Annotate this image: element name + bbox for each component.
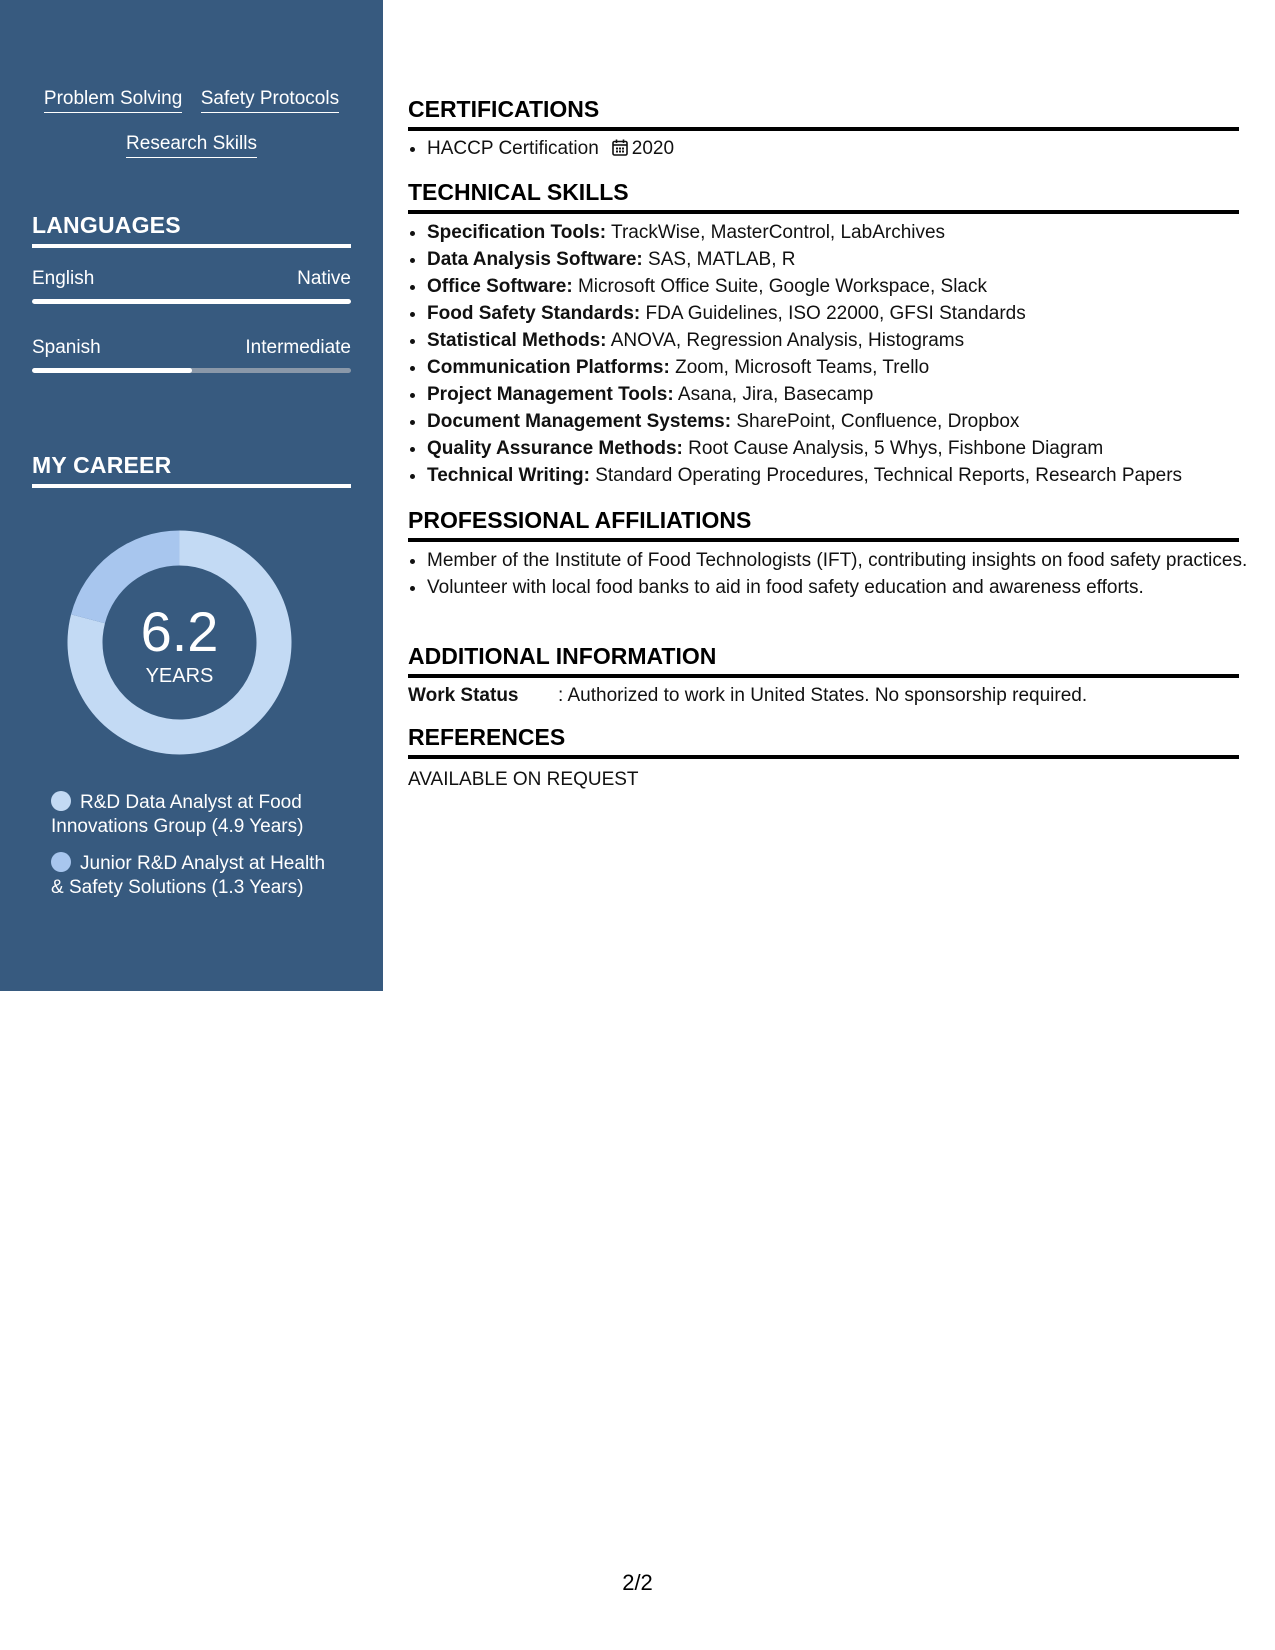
certification-name: HACCP Certification [427, 138, 599, 159]
page-number: 2/2 [622, 1570, 653, 1595]
skill-item [427, 354, 1258, 381]
references-heading: REFERENCES [408, 723, 1239, 759]
skill-item [427, 408, 1258, 435]
skill-item [427, 435, 1258, 462]
certifications-heading: CERTIFICATIONS [408, 95, 1239, 131]
certification-item [427, 135, 1258, 162]
skill-tag: Problem Solving [44, 88, 182, 113]
affiliation-item: • Volunteer with local food banks to aid in food safety education and awareness efforts. [427, 576, 1258, 600]
calendar-icon [612, 139, 628, 156]
additional-info-heading: ADDITIONAL INFORMATION [408, 642, 1239, 678]
skill-item [427, 219, 1258, 246]
career-item-label: R&D Data Analyst at Food Innovations Group (4.9 Years) [51, 792, 304, 837]
affiliation-item: • Member of the Institute of Food Technologists (IFT), contributing insights on food safety practices. [427, 549, 1258, 573]
skill-value: TrackWise, MasterControl, LabArchives [611, 222, 946, 243]
technical-skills-list [408, 219, 1258, 489]
language-bar-fill [32, 368, 192, 373]
skill-item [427, 246, 1258, 273]
skill-label: Quality Assurance Methods: [427, 438, 683, 459]
languages-heading: LANGUAGES [32, 211, 351, 248]
skill-value: Asana, Jira, Basecamp [677, 384, 874, 405]
certification-year: 2020 [631, 138, 675, 159]
technical-skills-heading: TECHNICAL SKILLS [408, 178, 1239, 214]
skill-value: Zoom, Microsoft Teams, Trello [675, 357, 930, 378]
sidebar [0, 0, 383, 991]
language-bar-fill [32, 299, 351, 304]
affiliations-list [408, 549, 1258, 603]
skill-label: Technical Writing: [427, 465, 590, 486]
skill-value: SharePoint, Confluence, Dropbox [736, 411, 1020, 432]
references-text: AVAILABLE ON REQUEST [408, 769, 639, 790]
skill-label: Food Safety Standards: [427, 303, 641, 324]
skill-item [427, 462, 1258, 489]
work-status-label: Work Status [408, 685, 519, 706]
skill-label: Statistical Methods: [427, 330, 607, 351]
skill-value: Root Cause Analysis, 5 Whys, Fishbone Diagram [688, 438, 1104, 459]
skill-label: Project Management Tools: [427, 384, 674, 405]
skill-tag: Research Skills [126, 133, 257, 158]
language-bar-spanish [32, 368, 351, 373]
career-legend-item [51, 791, 341, 839]
career-total-years: 6.2 [140, 600, 219, 663]
affiliations-heading: PROFESSIONAL AFFILIATIONS [408, 506, 1239, 542]
career-heading: MY CAREER [32, 451, 351, 488]
skill-value: FDA Guidelines, ISO 22000, GFSI Standards [645, 303, 1026, 324]
language-name: Spanish [32, 337, 101, 358]
skill-label: Office Software: [427, 276, 573, 297]
skill-value: ANOVA, Regression Analysis, Histograms [610, 330, 965, 351]
skill-label: Communication Platforms: [427, 357, 670, 378]
skill-item [427, 300, 1258, 327]
skill-value: SAS, MATLAB, R [648, 249, 796, 270]
career-item-label: Junior R&D Analyst at Health & Safety Solutions (1.3 Years) [51, 853, 326, 898]
skill-value: Standard Operating Procedures, Technical Reports, Research Papers [595, 465, 1183, 486]
skill-item [427, 273, 1258, 300]
skill-value: Microsoft Office Suite, Google Workspace, Slack [577, 276, 988, 297]
skill-label: Data Analysis Software: [427, 249, 643, 270]
work-status-row [408, 685, 1087, 707]
career-legend [51, 791, 341, 913]
skill-label: Document Management Systems: [427, 411, 732, 432]
language-name: English [32, 268, 95, 289]
career-legend-item [51, 852, 341, 900]
certifications-list [408, 135, 1258, 162]
skill-label: Specification Tools: [427, 222, 607, 243]
career-total-unit: YEARS [145, 665, 214, 687]
legend-dot [51, 852, 71, 872]
skill-tags [0, 88, 383, 178]
language-row-english [32, 268, 351, 290]
work-status-value: : Authorized to work in United States. No sponsorship required. [558, 685, 1088, 706]
language-level: Native [297, 268, 351, 289]
language-level: Intermediate [245, 337, 351, 358]
skill-item [427, 327, 1258, 354]
language-row-spanish [32, 337, 351, 359]
skill-tag: Safety Protocols [201, 88, 339, 113]
skill-item [427, 381, 1258, 408]
language-bar-english [32, 299, 351, 304]
legend-dot [51, 791, 71, 811]
